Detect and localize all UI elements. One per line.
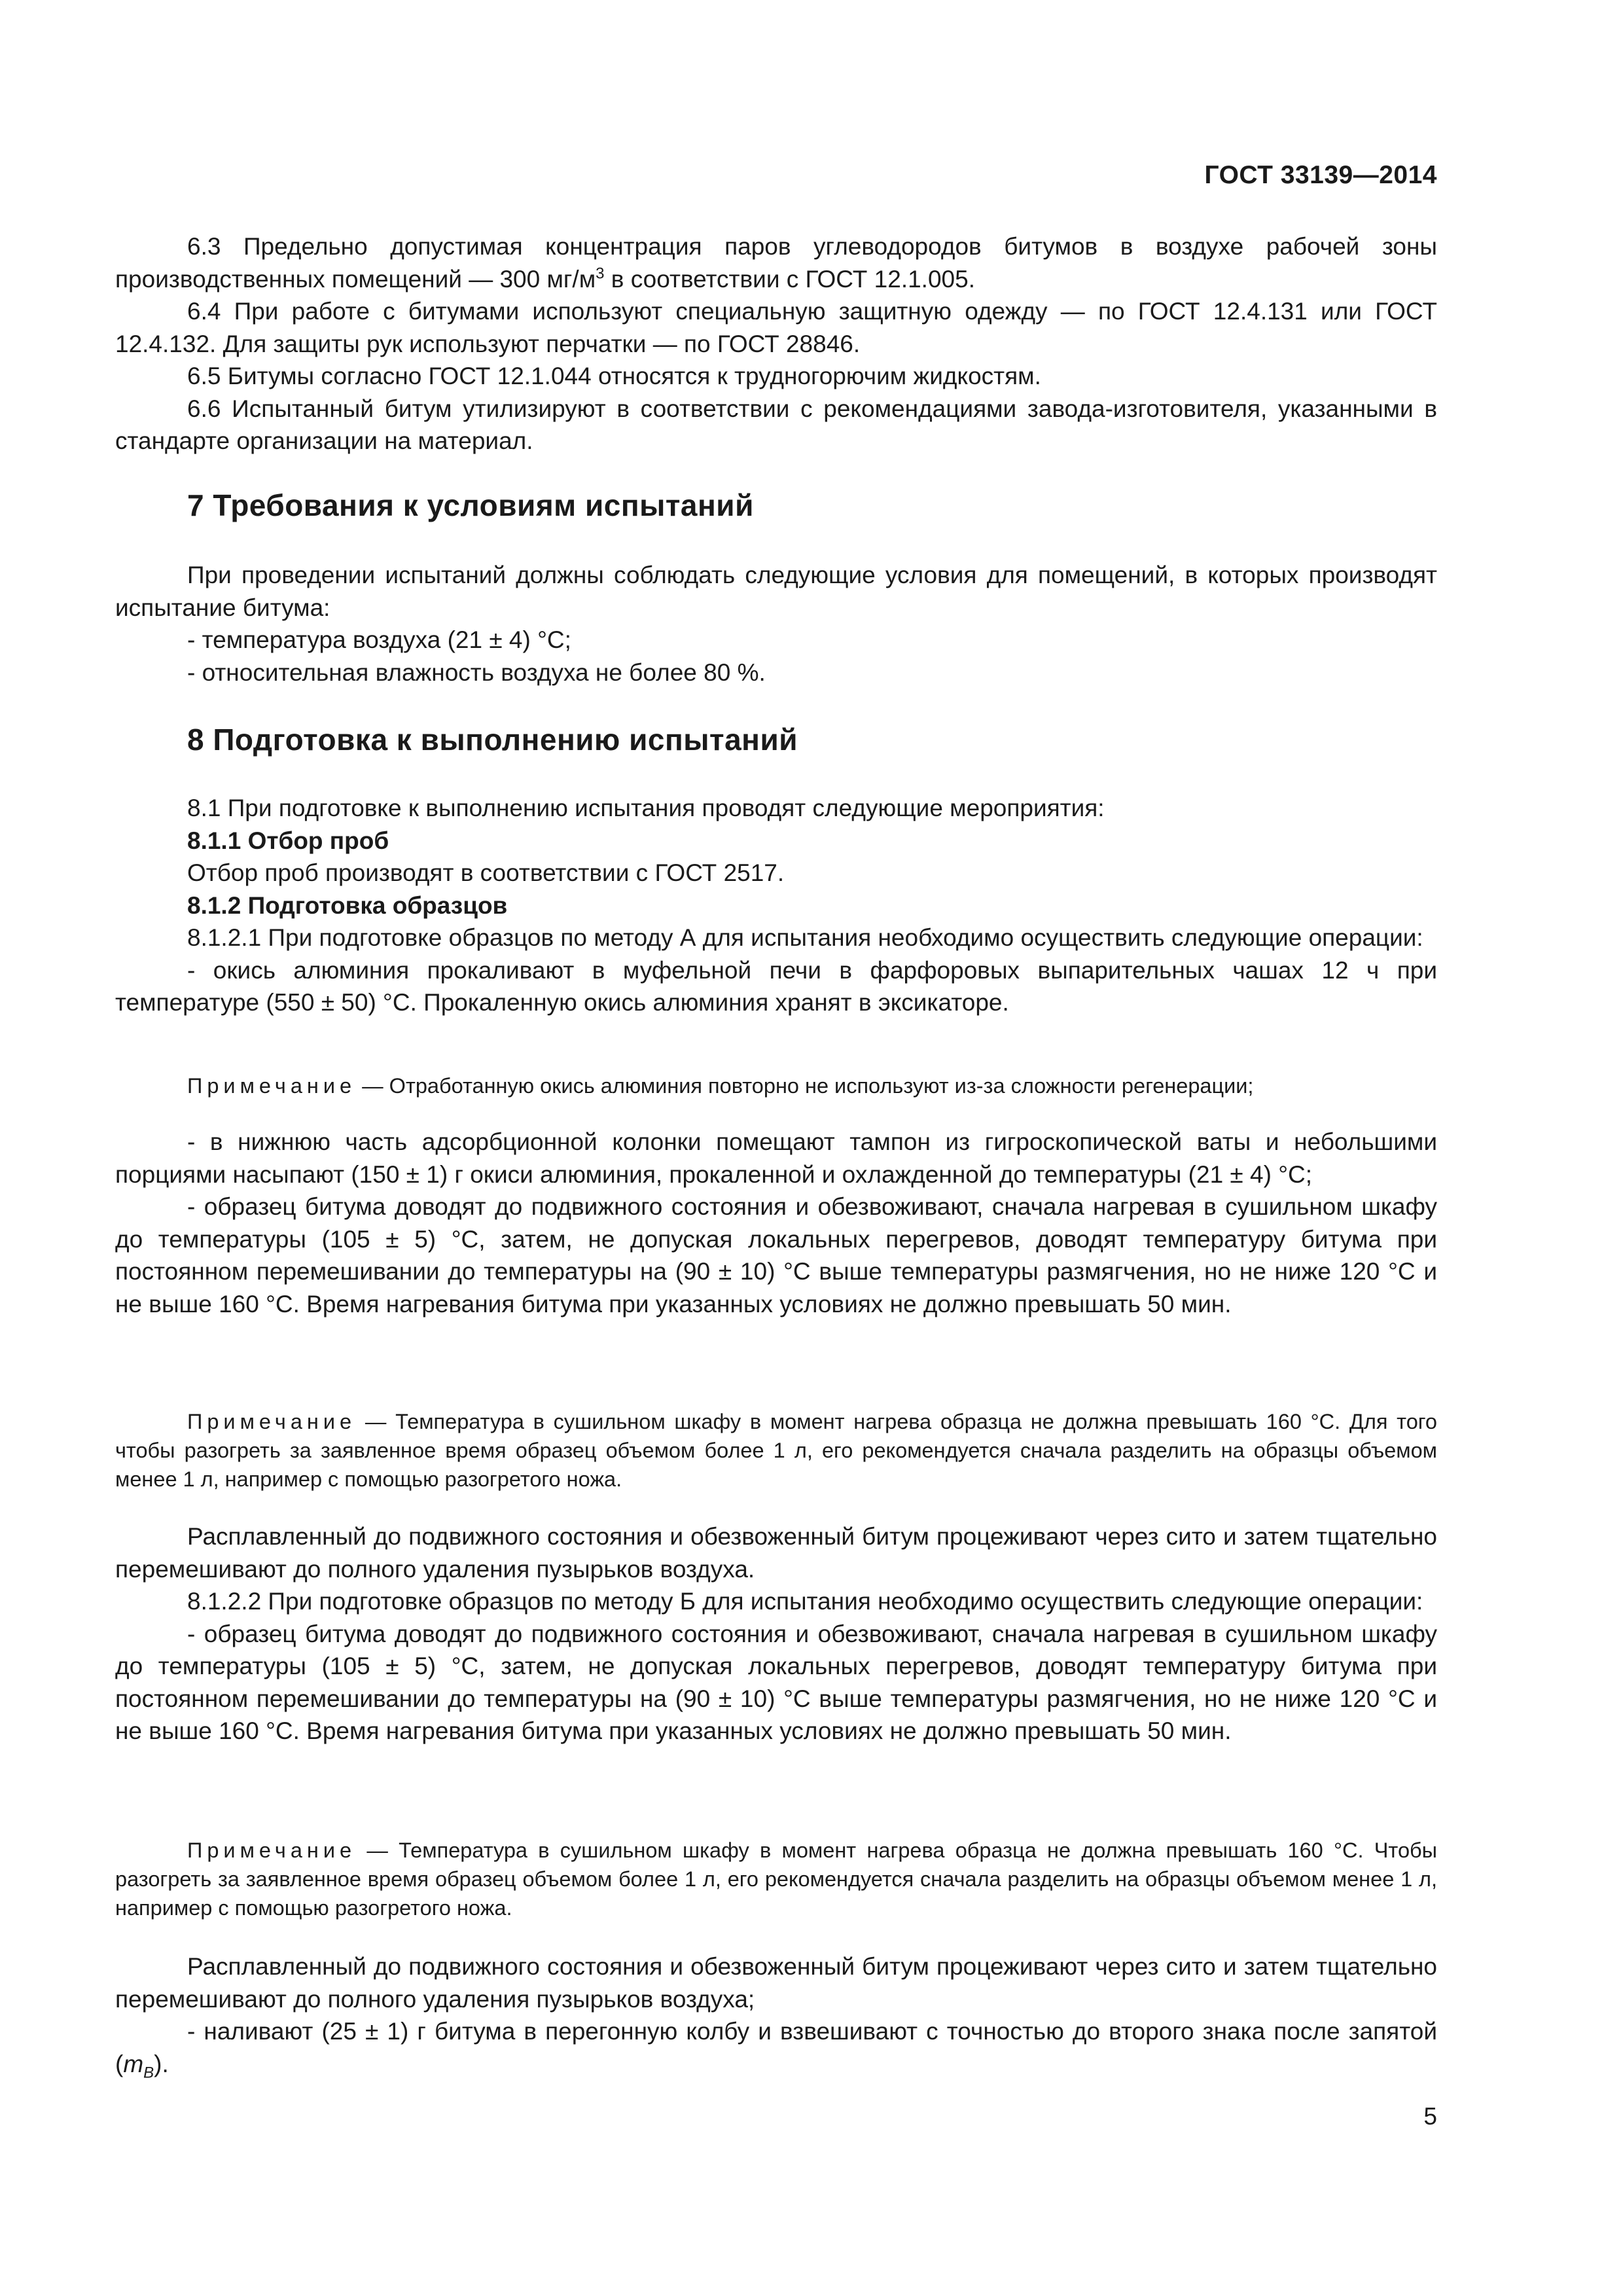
condition-temperature: - температура воздуха (21 ± 4) °С; (187, 626, 571, 653)
mass-subscript: B (143, 2063, 154, 2081)
section-8-block-1 (115, 792, 1437, 1019)
para-8-1-1: Отбор проб производят в соответствии с ГОСТ 2517. (187, 859, 785, 886)
note-1-text: — Отработанную окись алюминия повторно не используют из-за сложности регенерации; (356, 1074, 1254, 1098)
para-8-1: 8.1 При подготовке к выполнению испытания проводят следующие мероприятия: (187, 795, 1105, 821)
section-7-block (115, 559, 1437, 689)
method-a-step-3: - образец битума доводят до подвижного состояния и обезвоживают, сначала нагревая в сушильном шкафу до температуры (105 ± 5) °С, затем, не допуская локальных перегревов, доводят температуру битума при постоянном перемешивании до температуры на (90 ± 10) °С выше температуры размягчения, но не ниже 120 °С и не выше 160 °С. Время нагревания битума при указанных условиях не должно превышать 50 мин. (115, 1193, 1437, 1318)
note-label: Примечание (187, 1839, 357, 1862)
method-b-step-1: - образец битума доводят до подвижного состояния и обезвоживают, сначала нагревая в сушильном шкафу до температуры (105 ± 5) °С, затем, не допуская локальных перегревов, доводят температуру битума при постоянном перемешивании до температуры на (90 ± 10) °С выше температуры размягчения, но не ниже 120 °С и не выше 160 °С. Время нагревания битума при указанных условиях не должно превышать 50 мин. (115, 1620, 1437, 1744)
note-2-text: — Температура в сушильном шкафу в момент нагрева образца не должна превышать 160 °С. Для того чтобы разогреть за заявленное время образец объемом более 1 л, его рекомендуется сначала разделить на образцы объемом менее 1 л, например с помощью разогретого ножа. (115, 1410, 1437, 1491)
para-6-5: 6.5 Битумы согласно ГОСТ 12.1.044 относятся к трудногорючим жидкостям. (187, 363, 1041, 389)
section-6-block (115, 230, 1437, 457)
method-b-after: Расплавленный до подвижного состояния и обезвоженный битум процеживают через сито и затем тщательно перемешивают до полного удаления пузырьков воздуха; (115, 1953, 1437, 2013)
note-label: Примечание (187, 1074, 357, 1098)
para-6-6: 6.6 Испытанный битум утилизируют в соответствии с рекомендациями завода-изготовителя, указанными в стандарте организации на материал. (115, 395, 1437, 454)
para-6-3-text: 6.3 Предельно допустимая концентрация паров углеводородов битумов в воздухе рабочей зоны производственных помещений — 300 мг/м (115, 233, 1437, 293)
method-a-step-2: - в нижнюю часть адсорбционной колонки помещают тампон из гигроскопической ваты и небольшими порциями насыпают (150 ± 1) г окиси алюминия, прокаленной и охлажденной до температуры (21 ± 4) °С; (115, 1128, 1437, 1188)
heading-8-1-1: 8.1.1 Отбор проб (187, 827, 389, 854)
section-8-block-2 (115, 1126, 1437, 1320)
para-8-1-2-2: 8.1.2.2 При подготовке образцов по методу Б для испытания необходимо осуществить следующие операции: (187, 1588, 1423, 1615)
section-8-block-4 (115, 1950, 1437, 2080)
note-3 (115, 1836, 1437, 1922)
section-8-block-3 (115, 1520, 1437, 1748)
document-id-header: ГОСТ 33139—2014 (1204, 161, 1437, 189)
section-7-intro: При проведении испытаний должны соблюдать следующие условия для помещений, в которых производят испытание битума: (115, 562, 1437, 621)
section-7-heading: 7 Требования к условиям испытаний (187, 488, 754, 522)
heading-8-1-2: 8.1.2 Подготовка образцов (187, 891, 508, 919)
note-label: Примечание (187, 1410, 357, 1433)
para-6-3-end: в соответствии с ГОСТ 12.1.005. (604, 265, 975, 293)
condition-humidity: - относительная влажность воздуха не более 80 %. (187, 658, 766, 686)
method-b-step-2-end: ). (154, 2050, 169, 2077)
page-number: 5 (1423, 2103, 1437, 2130)
para-6-4: 6.4 При работе с битумами используют специальную защитную одежду — по ГОСТ 12.4.131 или ГОСТ 12.4.132. Для защиты рук используют перчатки — по ГОСТ 28846. (115, 298, 1437, 357)
para-8-1-2-1: 8.1.2.1 При подготовке образцов по методу А для испытания необходимо осуществить следующие операции: (187, 924, 1423, 951)
mass-symbol: m (123, 2050, 144, 2077)
note-1 (115, 1071, 1437, 1100)
superscript-3: 3 (596, 264, 605, 283)
method-b-step-2 (115, 2015, 1437, 2080)
method-a-after: Расплавленный до подвижного состояния и обезвоженный битум процеживают через сито и затем тщательно перемешивают до полного удаления пузырьков воздуха. (115, 1523, 1437, 1583)
note-2 (115, 1407, 1437, 1494)
note-3-text: — Температура в сушильном шкафу в момент нагрева образца не должна превышать 160 °С. Чтобы разогреть за заявленное время образец объемом более 1 л, его рекомендуется сначала разделить на образцы объемом менее 1 л, например с помощью разогретого ножа. (115, 1839, 1437, 1920)
para-6-3 (115, 230, 1437, 295)
method-b-step-2-text: - наливают (25 ± 1) г битума в перегонную колбу и взвешивают с точностью до второго знака после запятой ( (115, 2018, 1437, 2077)
method-a-step-1: - окись алюминия прокаливают в муфельной печи в фарфоровых выпарительных чашах 12 ч при температуре (550 ± 50) °С. Прокаленную окись алюминия хранят в эксикаторе. (115, 956, 1437, 1016)
section-8-heading: 8 Подготовка к выполнению испытаний (187, 723, 798, 757)
